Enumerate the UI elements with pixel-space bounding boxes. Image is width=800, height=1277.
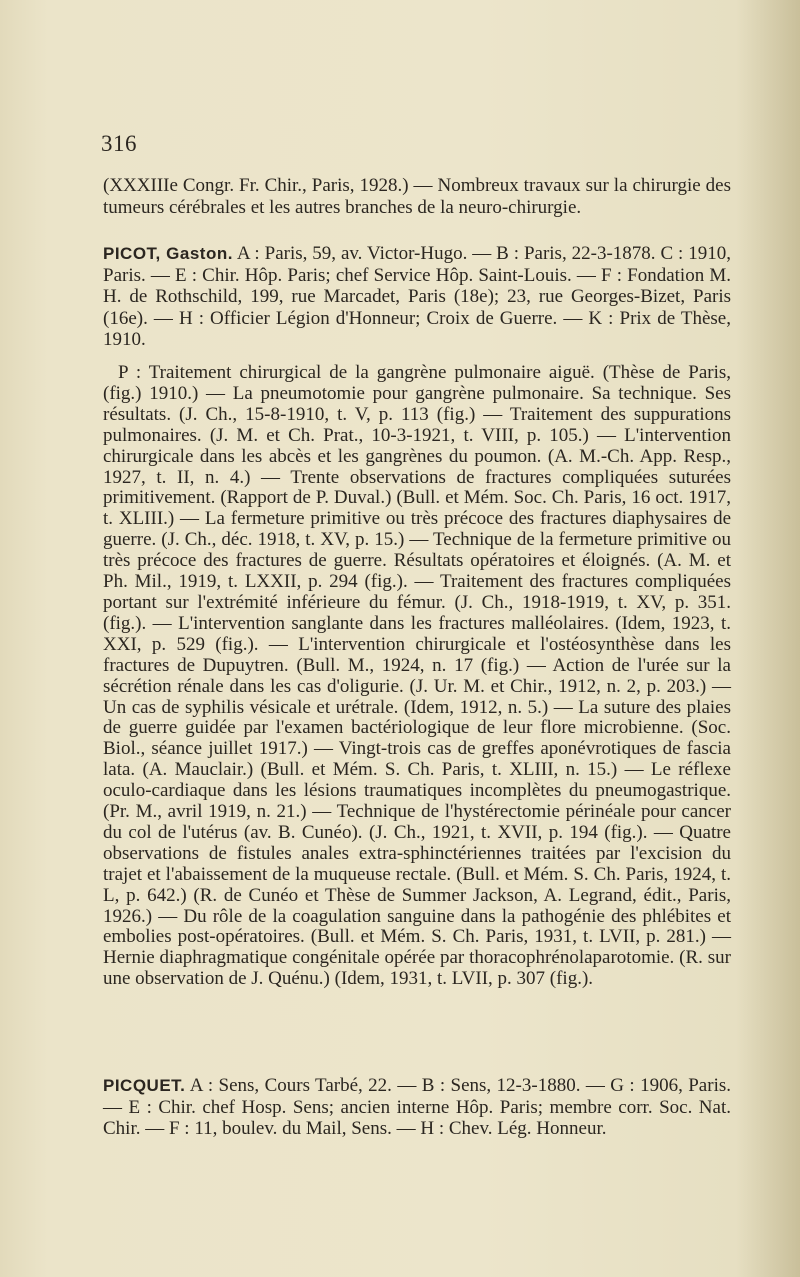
publications-picot: P : Traitement chirurgical de la gangrène pulmonaire aiguë. (Thèse de Paris, (fig.) 1910.) — La pneumotomie pour gangrène pulmonaire. Sa technique. Ses résultats. (J. Ch., 15-8-1910, t. V, p. 113 (fig.) — Traitement des suppurations pulmonaires. (J. M. et Ch. Prat., 10-3-1921, t. VIII, p. 105.) — L'intervention chirurgicale dans les abcès et les gangrènes du poumon. (A. M.-Ch. App. Resp., 1927, t. II, n. 4.) — Trente observations de fractures compliquées suturées primitivement. (Rapport de P. Duval.) (Bull. et Mém. Soc. Ch. Paris, 16 oct. 1917, t. XLIII.) — La fermeture primitive ou très précoce des fractures diaphysaires de guerre. (J. Ch., déc. 1918, t. XV, p. 15.) — Technique de la fermeture primitive ou très précoce des fractures de guerre. Résultats opératoires et éloignés. (A. M. et Ph. Mil., 1919, t. LXXII, p. 294 (fig.). — Traitement des fractures compliquées portant sur l'extrémité inférieure du fémur. (J. Ch., 1918-1919, t. XV, p. 351. (fig.). — L'intervention sanglante dans les fractures malléolaires. (Idem, 1923, t. XXI, p. 529 (fig.). — L'intervention chirurgicale et l'ostéosynthèse dans les fractures de Dupuytren. (Bull. M., 1924, n. 17 (fig.) — Action de l'urée sur la sécrétion rénale dans les cas d'oligurie. (J. Ur. M. et Chir., 1912, n. 2, p. 203.) — Un cas de syphilis vésicale et urétrale. (Idem, 1912, n. 5.) — La suture des plaies de guerre guidée par l'examen bactériologique de leur flore microbienne. (Soc. Biol., séance juillet 1917.) — Vingt-trois cas de greffes aponévrotiques de fascia lata. (A. Mauclair.) (Bull. et Mém. S. Ch. Paris, t. XLIII, n. 15.) — Le réflexe oculo-cardiaque dans les lésions traumatiques incomplètes du pneumogastrique. (Pr. M., avril 1919, n. 21.) — Technique de l'hystérectomie périnéale pour cancer du col de l'utérus (av. B. Cunéo). (J. Ch., 1921, t. XVII, p. 194 (fig.). — Quatre observations de fistules anales extra-sphinctériennes traitées par l'excision du trajet et l'abaissement de la muqueuse rectale. (Bull. et Mém. S. Ch. Paris, 1924, t. L, p. 642.) (R. de Cunéo et Thèse de Summer Jackson, A. Legrand, édit., Paris, 1926.) — Du rôle de la coagulation sanguine dans la pathogénie des phlébites et embolies post-opératoires. (Bull. et Mém. S. Ch. Paris, 1931, t. LVII, p. 281.) — Hernie diaphragmatique congénitale opérée par thoracophrénolaparotomie. (R. sur une observation de J. Quénu.) (Idem, 1931, t. LVII, p. 307 (fig.). bbox=[103, 362, 731, 990]
entry-name-picquet: PICQUET. bbox=[103, 1076, 186, 1095]
entry-bio-picquet: A : Sens, Cours Tarbé, 22. — B : Sens, 12-3-1880. — G : 1906, Paris. — E : Chir. chef Hosp. Sens; ancien interne Hôp. Paris; membre corr. Soc. Nat. Chir. — F : 11, boulev. du Mail, Sens. — H : Chev. Lég. Honneur. bbox=[103, 1075, 731, 1140]
entry-picquet bbox=[103, 1075, 731, 1140]
entry-bio-picot: A : Paris, 59, av. Victor-Hugo. — B : Paris, 22-3-1878. C : 1910, Paris. — E : Chir. Hôp. Paris; chef Service Hôp. Saint-Louis. — F : Fondation M. H. de Rothschild, 199, rue Marcadet, Paris (18e); 23, rue Georges-Bizet, Paris (16e). — H : Officier Légion d'Honneur; Croix de Guerre. — K : Prix de Thèse, 1910. bbox=[103, 243, 731, 351]
intro-paragraph: (XXXIIIe Congr. Fr. Chir., Paris, 1928.) — Nombreux travaux sur la chirurgie des tumeurs cérébrales et les autres branches de la neuro-chirurgie. bbox=[103, 175, 731, 218]
entry-name-picot: PICOT, Gaston. bbox=[103, 244, 233, 263]
entry-picot bbox=[103, 243, 731, 351]
page-number: 316 bbox=[101, 131, 137, 156]
